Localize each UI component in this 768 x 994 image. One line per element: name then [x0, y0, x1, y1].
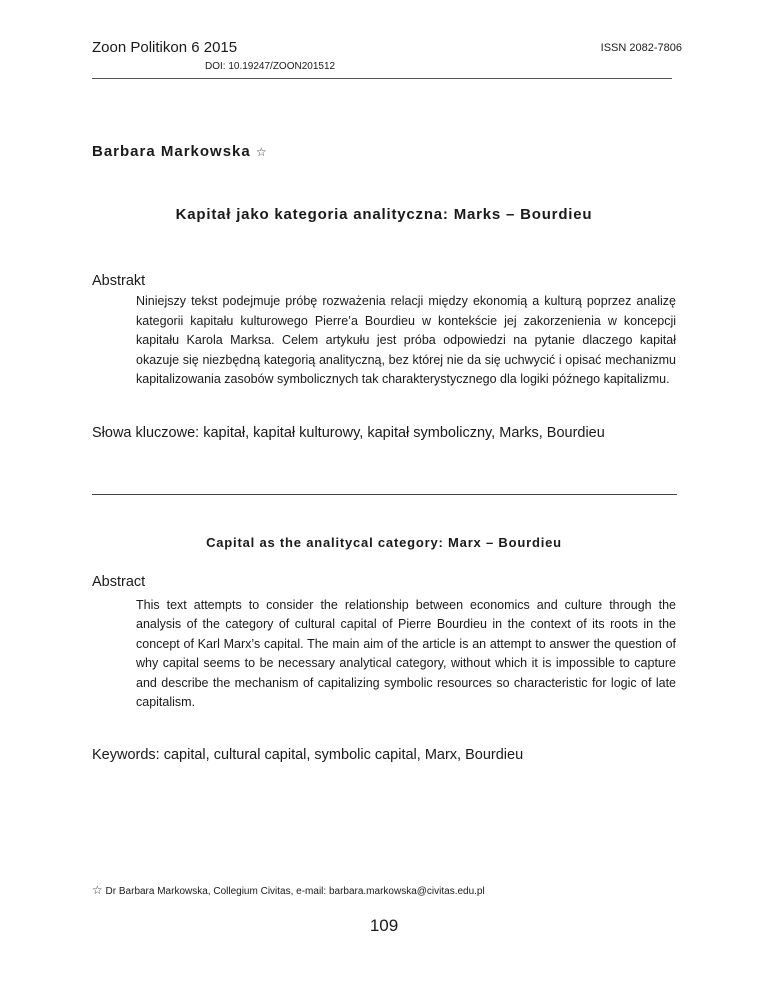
abstract-label-english: Abstract: [92, 574, 146, 590]
author-line: [92, 143, 268, 160]
keywords-english: Keywords: capital, cultural capital, symbolic capital, Marx, Bourdieu: [92, 747, 524, 763]
article-title-english: Capital as the analitycal category: Marx – Bourdieu: [206, 535, 562, 550]
footnote-star-icon: ☆: [255, 145, 268, 159]
footnote-star-icon: ☆: [92, 883, 103, 897]
abstract-text-polish: Niniejszy tekst podejmuje próbę rozważenia relacji między ekonomią a kulturą poprzez analizę kategorii kapitału kulturowego Pierre’a Bourdieu w kontekście jej zakorzenienia w koncepcji kapitału Karola Marksa. Celem artykułu jest próba odpowiedzi na pytanie dlaczego kapitał okazuje się niezbędną kategorią analityczną, bez której nie da się uchwycić i opisać mechanizmu kapitalizowania zasobów symbolicznych tak charakterystycznego dla logiki późnego kapitalizmu.: [136, 294, 676, 387]
abstract-label-polish: Abstrakt: [92, 273, 146, 289]
footnote-text: Dr Barbara Markowska, Collegium Civitas, e-mail: barbara.markowska@civitas.edu.pl: [105, 886, 485, 897]
abstract-text-english: This text attempts to consider the relationship between economics and culture through the analysis of the category of cultural capital of Pierre Bourdieu in the context of its roots in the concept of Karl Marx’s capital. The main aim of the article is an attempt to answer the question of why capital seems to be necessary analytical category, without which it is impossible to capture and describe the mechanism of capitalizing symbolic resources so characteristic for logic of late capitalism.: [136, 598, 676, 710]
section-divider: [92, 494, 677, 495]
footnote: [92, 883, 485, 897]
keywords-polish: Słowa kluczowe: kapitał, kapitał kulturowy, kapitał symboliczny, Marks, Bourdieu: [92, 425, 605, 441]
journal-title: Zoon Politikon 6 2015: [92, 39, 238, 56]
issn-label: ISSN 2082-7806: [600, 42, 682, 54]
header-divider: [92, 78, 672, 79]
doi-label: DOI: 10.19247/ZOON201512: [205, 61, 336, 72]
page-number: 109: [369, 916, 399, 935]
article-title-polish: Kapitał jako kategoria analityczna: Marks – Bourdieu: [175, 206, 593, 223]
author-name: Barbara Markowska: [92, 143, 251, 160]
